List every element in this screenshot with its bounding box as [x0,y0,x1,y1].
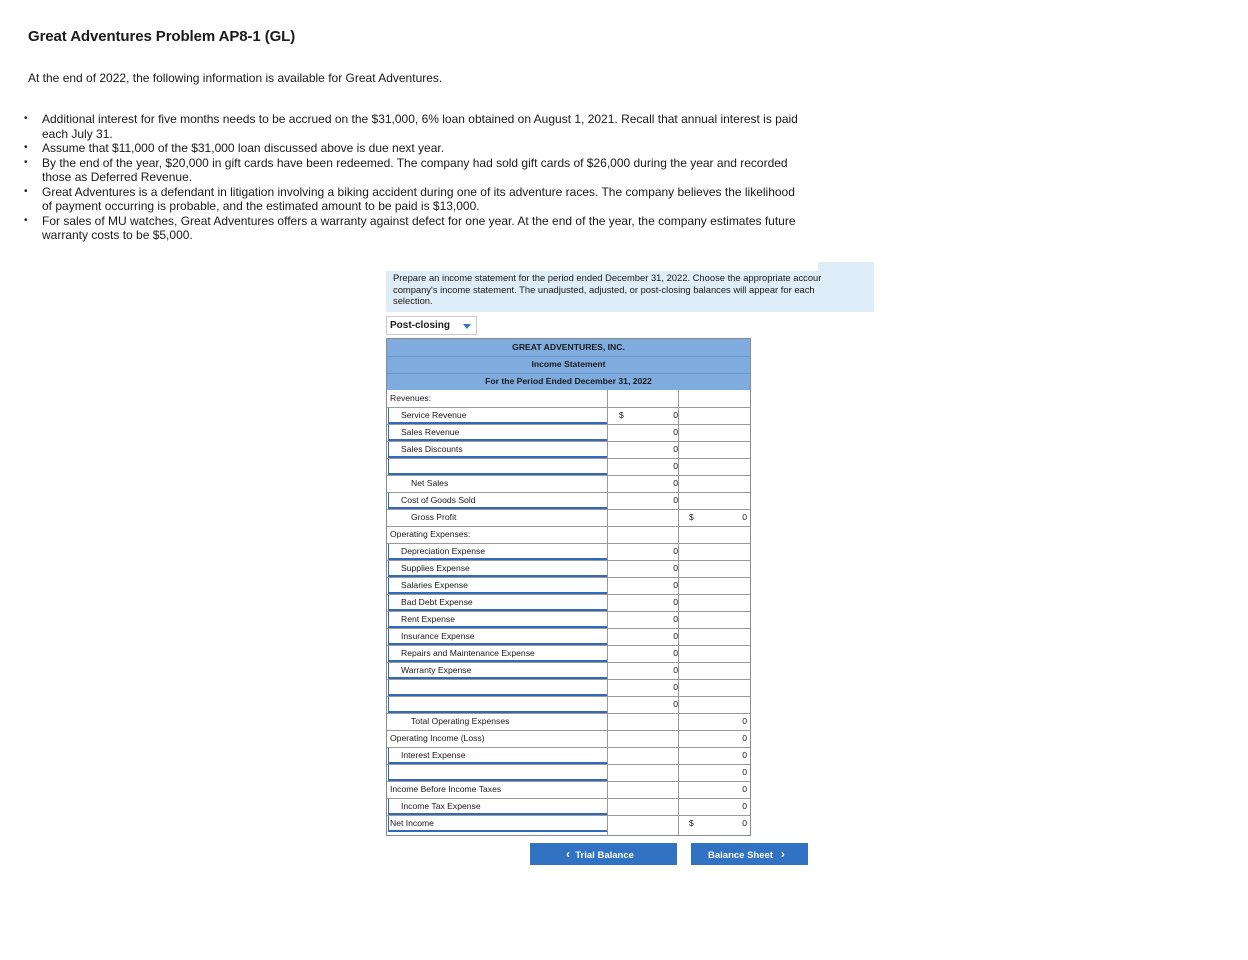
balance-sheet-label: Balance Sheet [708,850,773,861]
account-select-service-revenue[interactable]: Service Revenue [388,408,607,424]
instructions-line-3: selection. [393,295,433,307]
chevron-right-icon: › [780,847,785,861]
income-before-taxes-label: Income Before Income Taxes [390,784,502,794]
amount-salaries[interactable]: 0 [673,580,678,590]
company-name: GREAT ADVENTURES, INC. [512,342,625,352]
account-select-salaries[interactable]: Salaries Expense [388,578,607,594]
amount-insurance[interactable]: 0 [673,631,678,641]
amount-operating-income: 0 [742,733,747,743]
amount-rent[interactable]: 0 [673,614,678,624]
amount-cogs[interactable]: 0 [673,495,678,505]
amount-gross-profit: 0 [742,512,747,522]
amount-depreciation[interactable]: 0 [673,546,678,556]
amount-blank-expense-1[interactable]: 0 [673,682,678,692]
account-select-supplies[interactable]: Supplies Expense [388,561,607,577]
balance-type-dropdown[interactable] [386,316,477,335]
amount-sales-discounts[interactable]: 0 [673,444,678,454]
problem-bullet-list [28,112,808,243]
amount-interest[interactable]: 0 [742,750,747,760]
amount-net-income: 0 [742,818,747,828]
amount-blank-revenue[interactable]: 0 [673,461,678,471]
amount-income-before-taxes: 0 [742,784,747,794]
net-income-label: Net Income [390,818,434,828]
chevron-down-icon [463,324,471,329]
amount-bad-debt[interactable]: 0 [673,597,678,607]
bullet-item: • Assume that $11,000 of the $31,000 loan discussed above is due next year. [28,141,808,156]
account-select-blank-revenue[interactable] [388,459,607,475]
amount-income-tax[interactable]: 0 [742,801,747,811]
account-select-blank-other[interactable] [388,765,607,781]
account-select-insurance[interactable]: Insurance Expense [388,629,607,645]
problem-intro: At the end of 2022, the following information is available for Great Adventures. [28,71,443,85]
income-statement-table [386,338,751,836]
bullet-item: • Great Adventures is a defendant in litigation involving a biking accident during one of its adventure races. The company believes the likelihood of payment occurring is probable, and the estimated amount to be paid is $13,000. [28,185,808,214]
account-select-interest[interactable]: Interest Expense [388,748,607,764]
currency-symbol: $ [619,410,624,420]
amount-warranty[interactable]: 0 [673,665,678,675]
amount-sales-revenue[interactable]: 0 [673,427,678,437]
amount-blank-other[interactable]: 0 [742,767,747,777]
balance-type-value: Post-closing [390,320,451,331]
statement-header [387,339,750,390]
bullet-item: • By the end of the year, $20,000 in gift cards have been redeemed. The company had sold gift cards of $26,000 during the year and recorded those as Deferred Revenue. [28,156,808,185]
account-select-warranty[interactable]: Warranty Expense [388,663,607,679]
bullet-item: • For sales of MU watches, Great Adventures offers a warranty against defect for one year. At the end of the year, the company estimates future warranty costs to be $5,000. [28,214,808,243]
account-select-rent[interactable]: Rent Expense [388,612,607,628]
chevron-left-icon: ‹ [566,847,570,861]
account-select-blank-expense-2[interactable] [388,697,607,713]
account-select-income-tax[interactable]: Income Tax Expense [388,799,607,815]
account-select-sales-revenue[interactable]: Sales Revenue [388,425,607,441]
problem-title: Great Adventures Problem AP8-1 (GL) [28,28,296,45]
account-select-blank-expense-1[interactable] [388,680,607,696]
instructions-panel [386,262,874,312]
account-select-repairs[interactable]: Repairs and Maintenance Expense [388,646,607,662]
total-operating-expenses-label: Total Operating Expenses [411,716,510,726]
net-sales-label: Net Sales [411,478,449,488]
amount-net-sales: 0 [673,478,678,488]
balance-sheet-button[interactable] [691,843,808,865]
currency-symbol: $ [689,512,694,522]
amount-service-revenue[interactable]: 0 [673,410,678,420]
operating-expenses-label: Operating Expenses: [390,529,471,539]
bullet-item: • Additional interest for five months needs to be accrued on the $31,000, 6% loan obtained on August 1, 2021. Recall that annual interest is paid each July 31. [28,112,808,141]
gross-profit-label: Gross Profit [411,512,457,522]
amount-repairs[interactable]: 0 [673,648,678,658]
instructions-line-1: Prepare an income statement for the period ended December 31, 2022. Choose the appropriate accour [393,272,822,283]
revenues-label: Revenues: [390,393,432,403]
operating-income-label: Operating Income (Loss) [390,733,485,743]
amount-blank-expense-2[interactable]: 0 [673,699,678,709]
account-select-bad-debt[interactable]: Bad Debt Expense [388,595,607,611]
account-select-depreciation[interactable]: Depreciation Expense [388,544,607,560]
statement-name: Income Statement [531,359,606,369]
amount-supplies[interactable]: 0 [673,563,678,573]
net-income-row [388,816,607,832]
account-select-sales-discounts[interactable]: Sales Discounts [388,442,607,458]
currency-symbol: $ [689,818,694,828]
account-select-cogs[interactable]: Cost of Goods Sold [388,493,607,509]
trial-balance-label: Trial Balance [575,850,634,861]
instructions-line-2: company's income statement. The unadjusted, adjusted, or post-closing balances will appear for each [393,283,815,295]
amount-total-operating-expenses: 0 [742,716,747,726]
statement-period: For the Period Ended December 31, 2022 [485,376,652,386]
trial-balance-button[interactable] [530,843,677,865]
